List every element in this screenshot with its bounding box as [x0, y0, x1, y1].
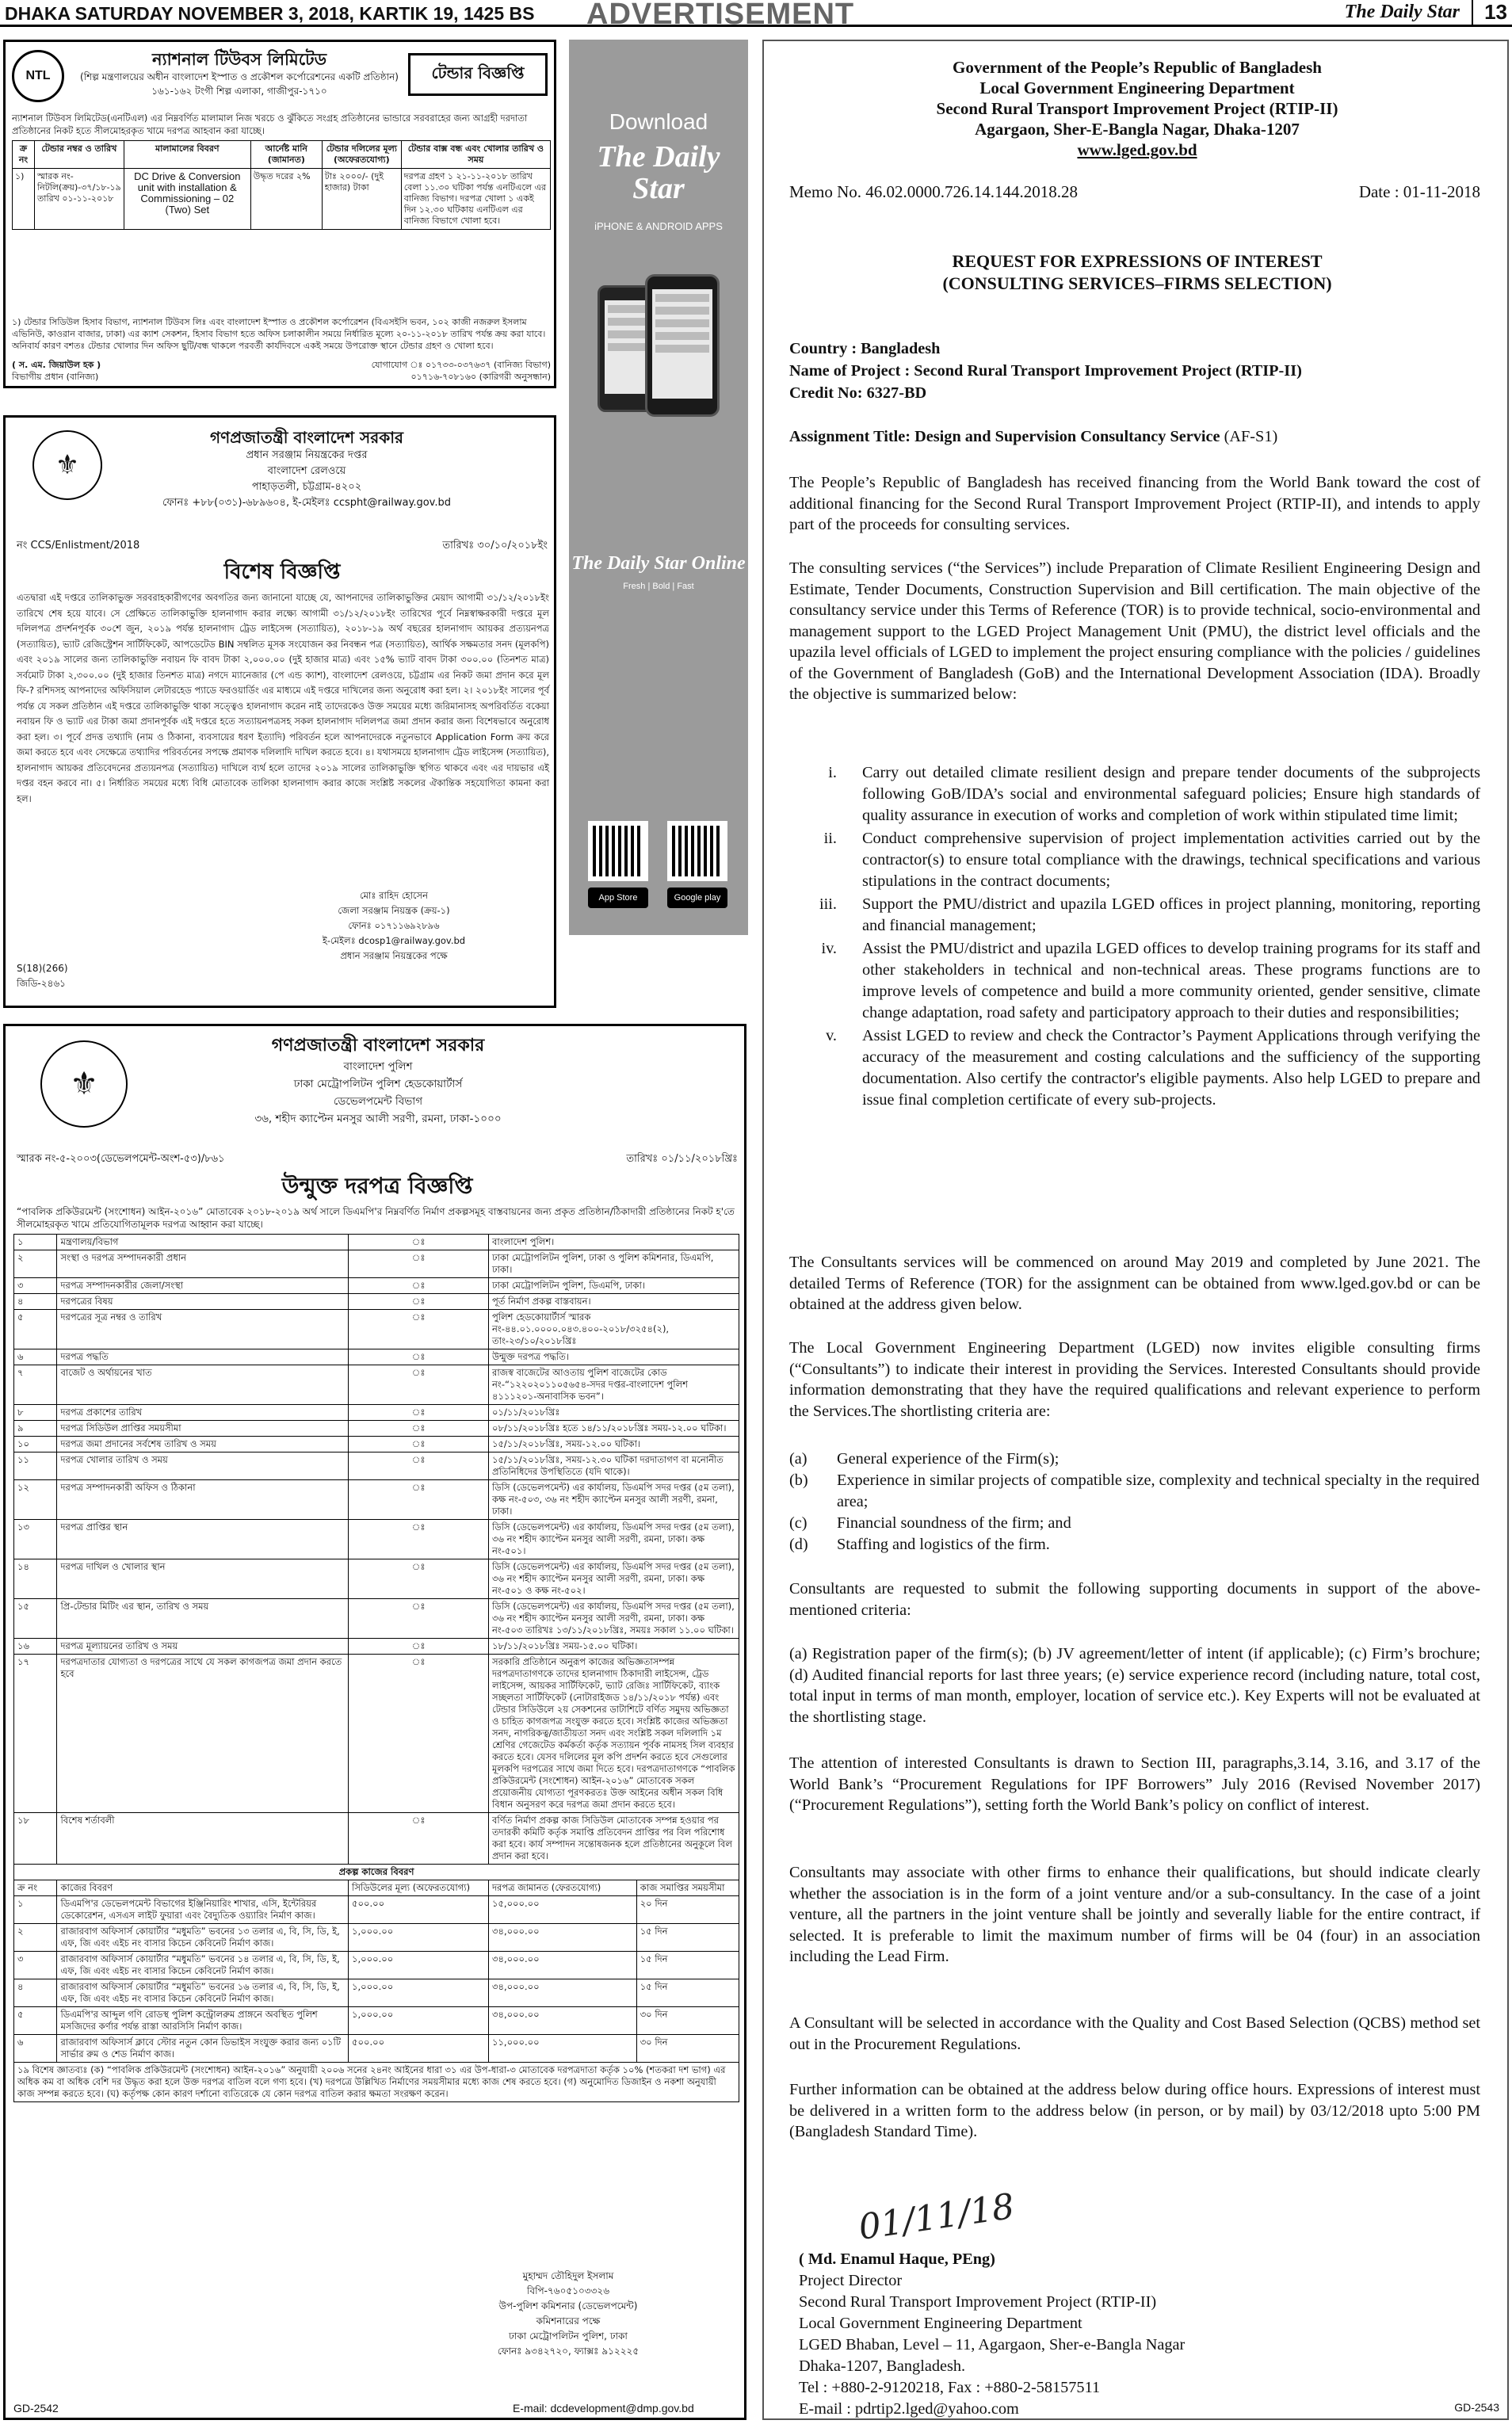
- dmp-tender-ad: [3, 1024, 746, 2420]
- ntl-contact: যোগাযোগ ঃ ০১৭৩৩-০৩৭৬৩৭ (বানিজ্য বিভাগ): [371, 360, 551, 370]
- railway-sig-phone: ফোনঃ ০১৭১১৬৯২৮৯৬: [348, 920, 440, 931]
- lged-assignment-title: Assignment Title: Design and Supervision Consultancy Service: [789, 428, 1220, 445]
- police-seal-icon: ⚜: [40, 1040, 128, 1128]
- list-item: [789, 1025, 1480, 1111]
- table-cell: ১): [13, 169, 35, 230]
- lged-rfe-title-1: REQUEST FOR EXPRESSIONS OF INTEREST: [952, 251, 1323, 271]
- table-cell: দরপত্র প্রকাশের তারিখ: [57, 1405, 349, 1421]
- table-cell: দরপত্র মূল্যায়নের তারিখ ও সময়: [57, 1639, 349, 1655]
- list-item: [789, 894, 1480, 937]
- table-cell: ৫০০.০০: [349, 1896, 489, 1924]
- lged-para-9: A Consultant will be selected in accordance with the Quality and Cost Based Selection (QCBS) method set out in the Procurement Regulations.: [789, 2014, 1480, 2053]
- table-cell: দরপত্রের সূত্র নম্বর ও তারিখ: [57, 1310, 349, 1349]
- table-cell: ঃ: [349, 1480, 489, 1520]
- lged-assignment: [789, 426, 1480, 448]
- table-cell: ডিসি (ডেভেলপমেন্ট) এর কার্যালয়, ডিএমপি সদর দপ্তর (৫ম তলা), ৩৬ নং শহীদ ক্যাপ্টেন মনসুর আলী সরণী, রমনা, ঢাকা। কক্ষ নং-৫০১।: [489, 1520, 739, 1559]
- lged-govt: Government of the People’s Republic of Bangladesh: [953, 58, 1322, 77]
- list-item: [789, 762, 1480, 826]
- list-text: Support the PMU/district and upazila LGED offices in project planning, monitoring, reporting and financial management;: [862, 895, 1480, 934]
- promo-online: The Daily Star Online: [571, 553, 746, 574]
- promo-tagline: Fresh | Bold | Fast: [623, 582, 694, 591]
- table-cell: ১৭: [14, 1655, 57, 1813]
- table-row: [14, 1278, 739, 1294]
- pd-line: Tel : +880-2-9120218, Fax : +880-2-58157511: [799, 2379, 1101, 2396]
- list-item: [789, 1534, 1480, 1556]
- list-text: Experience in similar projects of compatible size, complexity and technical specialty in the required area;: [837, 1472, 1480, 1510]
- lged-meta: [789, 338, 1480, 404]
- table-cell: ৪: [14, 1979, 57, 2007]
- dmp-table: [13, 1234, 739, 2102]
- signature-mark: 01/11/18: [856, 2185, 1018, 2248]
- railway-notice-ad: [3, 415, 556, 1008]
- lged-dept: Local Government Engineering Department: [979, 78, 1295, 97]
- table-cell: ডিএমপি'র আব্দুল গণি রোডস্থ পুলিশ কন্ট্রোলরুম প্রাঙ্গনে অবস্থিত পুলিশ মসজিদের কর্ণার পর্যন্ত রাস্তা আরসিসি নির্মাণ কাজ।: [57, 2007, 349, 2035]
- ntl-notes: ১) টেন্ডার সিডিউল হিসাব বিভাগ, ন্যাশনাল টিউবস লিঃ এবং বাংলাদেশ ইস্পাত ও প্রকৌশল কর্পোরেশন (বিএসইসি ভবন, ১০২ কাজী নজরুল ইসলাম এভিনিউ, কাওরান বাজার, ঢাকা) এর ক্যাশ সেকশন, হিসাব বিভাগ হতে অফিস চলাকালীন সময়ে নির্ধারিত মূল্যে ২০-১১-২০১৮ তারিখ পর্যন্ত ক্রয় করা যাবে। অনিবার্য কারণ বশতঃ টেন্ডার খোলার দিন অফিস ছুটি/বন্ধ থাকলে পরবর্তী কার্যদিবসে একই সময়ে উপরোক্ত স্থানে টেন্ডার গ্রহণ ও খোলা হবে।: [12, 317, 546, 351]
- dmp-org: বাংলাদেশ পুলিশ: [343, 1060, 413, 1073]
- lged-website-link[interactable]: www.lged.gov.bd: [1077, 140, 1197, 159]
- lged-assignment-code: (AF-S1): [1224, 428, 1278, 445]
- promo-apps: iPHONE & ANDROID APPS: [594, 220, 723, 232]
- table-cell: ডিসি (ডেভেলপমেন্ট) এর কার্যালয়, ডিএমপি সদর দপ্তর (৫ম তলা), কক্ষ নং-৫০৩, ৩৬ নং শহীদ ক্যাপ্টেন মনসুর আলী সরণী, রমনা, ঢাকা।: [489, 1480, 739, 1520]
- railway-title: বিশেষ বিজ্ঞপ্তি: [223, 560, 341, 584]
- table-cell: দরপত্র সম্পাদনকারী অফিস ও ঠিকানা: [57, 1480, 349, 1520]
- dmp-intro: “পাবলিক প্রকিউরমেন্ট (সংশোধন) আইন-২০১৬” মোতাবেক ২০১৮-২০১৯ অর্থ সালে ডিএমপি'র নিম্নবর্ণিত নির্মাণ প্রকল্পসমূহ বাস্তবায়নের জন্য প্রকৃত প্রতিষ্ঠান/ঠিকাদারী প্রতিষ্ঠানের নিকট হ'তে সীলমোহরকৃত খামে প্রতিযোগিতামূলক দরপত্র আহ্বান করা যাচ্ছে।: [17, 1206, 735, 1230]
- ntl-intro: ন্যাশনাল টিউবস লিমিটেড(এনটিএল) এর নিম্নবর্ণিত মালামাল নিজ খরচে ও ঝুঁকিতে সংগ্রহ প্রতিষ্ঠানের ভান্ডারে সরবরাহের জন্য আগ্রহী দরদাতা প্রতিষ্ঠানের নিকট হতে সীলমোহরকৃত খামে দরপত্র আহবান করা যাচ্ছে।: [12, 113, 528, 136]
- list-number: iii.: [819, 895, 837, 913]
- table-cell: ঃ: [349, 1421, 489, 1437]
- table-cell: ডিএমপি'র ডেভেলপমেন্ট বিভাগের ইঞ্জিনিয়ারিং শাখার, এসি, ইন্টেরিয়র ডেকোরেশন, এসএস লাইট ফুয়ারা এবং বৈদ্যুতিক ওয়্যারিং নির্মাণ কাজ।: [57, 1896, 349, 1924]
- railway-code: S(18)(266): [17, 963, 68, 974]
- table-row: [14, 1365, 739, 1405]
- table-row: [14, 1655, 739, 1813]
- railway-org: বাংলাদেশ রেলওয়ে: [267, 465, 346, 477]
- table-cell: ১,০০০.০০: [349, 2007, 489, 2035]
- table-row: [14, 1896, 739, 1924]
- table-cell: ঃ: [349, 1405, 489, 1421]
- table-cell: বাজেট ও অর্থায়নের খাত: [57, 1365, 349, 1405]
- table-cell: ৩: [14, 1952, 57, 1979]
- table-cell: ১৮: [14, 1813, 57, 1865]
- table-cell: ১,০০০.০০: [349, 1924, 489, 1952]
- table-cell: ১৬: [14, 1639, 57, 1655]
- pd-line: ( Md. Enamul Haque, PEng): [799, 2250, 995, 2268]
- table-cell: ৬: [14, 2035, 57, 2063]
- table-cell: উদ্ধৃত দরের ২%: [250, 169, 322, 230]
- table-cell: ১৫ দিন: [636, 1952, 739, 1979]
- table-cell: ডিসি (ডেভেলপমেন্ট) এর কার্যালয়, ডিএমপি সদর দপ্তর (৫ম তলা), ৩৬ নং শহীদ ক্যাপ্টেন মনসুর আলী সরণী, রমনা, ঢাকা। কক্ষ নং-৫০১ ও কক্ষ নং-৫০২।: [489, 1559, 739, 1599]
- pd-line: LGED Bhaban, Level – 11, Agargaon, Sher-e-Bangla Nagar: [799, 2336, 1186, 2353]
- railway-govt-name: গণপ্রজাতন্ত্রী বাংলাদেশ সরকার: [210, 428, 403, 447]
- table-row: [14, 1979, 739, 2007]
- ntl-col-header: আর্নেষ্ট মানি (জামানত): [250, 141, 322, 169]
- phone-icon: [645, 274, 720, 417]
- list-item: [789, 828, 1480, 892]
- table-cell: ঃ: [349, 1813, 489, 1865]
- table-cell: দরপত্রদাতার যোগ্যতা ও দরপত্রের সাথে যে সকল কাগজপত্র জমা প্রদান করতে হবে: [57, 1655, 349, 1813]
- table-cell: ১৫ দিন: [636, 1924, 739, 1952]
- ntl-table: [12, 140, 551, 230]
- table-row: [14, 1250, 739, 1278]
- dmp-sig-phone: ফোনঃ ৯৩৪২৭২০, ফ্যাক্সঃ ৯১২২২৫: [497, 2346, 640, 2357]
- ntl-contact-2: ০১৭১৬-৭০৮১৬০ (কারিগরী অনুসন্ধান): [410, 372, 551, 382]
- dmp-note-19: ১৯ বিশেষ জ্ঞাতব্যঃ (ক) “পাবলিক প্রকিউরমেন্ট (সংশোধন) আইন-২০১৬” অনুযায়ী ২০০৬ সনের ২৪নং আইনের ধারা ৩১ এর উপ-ধারা-৩ মোতাবেক দরপত্রদাতা কর্তৃক ১০% (শতকরা দশ ভাগ) এর অধিক কম বা অধিক বেশি দর উদ্ধৃত করা হলে উক্ত দরপত্র বাতিল বলে গণ্য হবে। (খ) দরপত্রে উল্লিখিত নির্মাণের সময়সীমার মধ্যে কাজ শেষ করতে হবে। (গ) অনুমোদিত ডিজাইন ও নকশা অনুযায়ী কাজ সম্পন্ন করতে হবে। (ঘ) কর্তৃপক্ষ কোন কারণ দর্শানো ব্যতিরেকে যে কোন দরপত্র বাতিল করার ক্ষমতা সংরক্ষণ করেন।: [14, 2063, 739, 2102]
- table-cell: বর্ণিত নির্মাণ প্রকল্প কাজ সিডিউল মোতাবেক সম্পন্ন হওয়ার পর তদারকী কমিটি কর্তৃক সমাপ্তি প্রতিবেদন প্রাপ্তির পর বিল পরিশোধ করা হবে। কার্য সম্পাদন সন্তোষজনক হলে প্রতিষ্ঠানের অনুকূলে বিল প্রদান করা হবে।: [489, 1813, 739, 1865]
- dmp-hq: ঢাকা মেট্রোপলিটন পুলিশ হেডকোয়ার্টার্স: [293, 1078, 463, 1090]
- table-cell: ১৫: [14, 1599, 57, 1639]
- railway-memo-line: [17, 538, 548, 555]
- table-cell: ঃ: [349, 1365, 489, 1405]
- table-cell: মন্ত্রণালয়/বিভাগ: [57, 1235, 349, 1250]
- dmp-memo: স্মারক নং-৫-২০০৩(ডেভেলপমেন্ট-অংশ-৫৩)/৮৬১: [17, 1153, 225, 1165]
- table-cell: ঢাকা মেট্রোপলিটন পুলিশ, ডিএমপি, ঢাকা।: [489, 1278, 739, 1294]
- railway-address: পাহাড়তলী, চট্টগ্রাম-৪২০২: [251, 481, 362, 493]
- table-cell: ঢাকা মেট্রোপলিটন পুলিশ, ঢাকা ও পুলিশ কমিশনার, ডিএমপি, ঢাকা।: [489, 1250, 739, 1278]
- pd-line: Local Government Engineering Department: [799, 2315, 1082, 2332]
- table-row: [14, 2007, 739, 2035]
- list-item: [789, 1449, 1480, 1470]
- work-col-header: কাজের বিবরণ: [57, 1880, 349, 1896]
- list-number: iv.: [821, 940, 837, 957]
- table-cell: ১৫ দিন: [636, 1979, 739, 2007]
- table-cell: দরপত্র প্রাপ্তির স্থান: [57, 1520, 349, 1559]
- table-cell: দরপত্র জমা প্রদানের সর্বশেষ তারিখ ও সময়: [57, 1437, 349, 1452]
- table-cell: ৩৪,০০০.০০: [489, 2007, 637, 2035]
- dmp-govt-name: গণপ্রজাতন্ত্রী বাংলাদেশ সরকার: [271, 1036, 485, 1055]
- table-cell: ২০ দিন: [636, 1896, 739, 1924]
- railway-contact: ফোনঃ +৮৮(০৩১)-৬৮৯৬০৪, ই-মেইলঃ ccspht@railway.gov.bd: [162, 497, 451, 509]
- table-cell: ২: [14, 1250, 57, 1278]
- list-number: (c): [789, 1514, 808, 1532]
- table-row: [14, 1349, 739, 1365]
- dateline: DHAKA SATURDAY NOVEMBER 3, 2018, KARTIK 19, 1425 BS: [5, 3, 535, 24]
- lged-para-10: Further information can be obtained at the address below during office hours. Expressions of interest must be delivered in a written form to the address below (in person, or by mail) by 03/12/2018 upto 5:00 PM (Bangladesh Standard Time).: [789, 2081, 1480, 2140]
- lged-memo: Memo No. 46.02.0000.726.14.144.2018.28: [789, 182, 1078, 201]
- ntl-col-header: ক্র নং: [13, 141, 35, 169]
- table-row: [14, 1437, 739, 1452]
- table-cell: দরপত্র সম্পাদনকারীর জেলা/সংস্থা: [57, 1278, 349, 1294]
- table-cell: ০৮/১১/২০১৮খ্রিঃ হতে ১৪/১১/২০১৮খ্রিঃ সময়-১২.০০ ঘটিকা।: [489, 1421, 739, 1437]
- dmp-dept: ডেভেলপমেন্ট বিভাগ: [333, 1095, 423, 1108]
- table-cell: ১৩: [14, 1520, 57, 1559]
- dmp-memo-line: [17, 1151, 738, 1168]
- railway-footer: [17, 961, 68, 991]
- ntl-col-header: টেন্ডার বাক্স বন্ধ এবং খোলার তারিখ ও সময়: [401, 141, 550, 169]
- table-cell: ৩৪,০০০.০০: [489, 1979, 637, 2007]
- table-cell: ৩: [14, 1278, 57, 1294]
- table-cell: টাঃ ২০০০/- (দুই হাজার) টাকা: [322, 169, 401, 230]
- list-number: (a): [789, 1450, 808, 1468]
- work-col-header: কাজ সমাপ্তির সময়সীমা: [636, 1880, 739, 1896]
- railway-sig-email: ই-মেইলঃ dcosp1@railway.gov.bd: [322, 935, 466, 946]
- table-cell: উন্মুক্ত দরপত্র পদ্ধতি।: [489, 1349, 739, 1365]
- lged-gd: GD-2543: [1454, 2401, 1499, 2414]
- list-item: [789, 938, 1480, 1024]
- table-cell: ৬: [14, 1349, 57, 1365]
- railway-dept: প্রধান সরঞ্জাম নিয়ন্ত্রকের দপ্তর: [246, 449, 368, 461]
- table-cell: রাজস্ব বাজেটের আওতায় পুলিশ বাজেটের কোড নং-“১২২০২০১১০৫৬৫৪-সদর দপ্তর-বাংলাদেশ পুলিশ ৪১১১২০১-অনাবাসিক ভবন”।: [489, 1365, 739, 1405]
- railway-signature: [243, 888, 544, 964]
- table-cell: ঃ: [349, 1278, 489, 1294]
- ntl-sig-name: ( স. এম. জিয়াউল হক ): [12, 360, 101, 370]
- railway-header: [109, 427, 505, 511]
- table-row: [14, 1480, 739, 1520]
- lged-para-3: The Consultants services will be commenced on around May 2019 and completed by June 2021. The detailed Terms of Reference (TOR) for the assignment can be obtained from www.lged.gov.bd or can be obtained at the address given below.: [789, 1254, 1480, 1313]
- table-cell: ঃ: [349, 1310, 489, 1349]
- lged-criteria: [789, 1449, 1480, 1556]
- govt-seal-icon: ⚜: [32, 430, 102, 500]
- list-text: Financial soundness of the firm; and: [837, 1514, 1071, 1532]
- lged-header: [764, 57, 1509, 160]
- table-cell: ৩০ দিন: [636, 2035, 739, 2063]
- table-cell: ১: [14, 1896, 57, 1924]
- table-cell: ০১/১১/২০১৮খ্রিঃ: [489, 1405, 739, 1421]
- table-row: [14, 1310, 739, 1349]
- table-cell: ঃ: [349, 1452, 489, 1480]
- table-cell: প্রি-টেন্ডার মিটিং এর স্থান, তারিখ ও সময়: [57, 1599, 349, 1639]
- table-cell: ১৮/১১/২০১৮খ্রিঃ সময়-১৫.০০ ঘটিকা।: [489, 1639, 739, 1655]
- table-cell: পূর্ত নির্মাণ প্রকল্প বাস্তবায়ন।: [489, 1294, 739, 1310]
- table-cell: দরপত্র দাখিল ও খোলার স্থান: [57, 1559, 349, 1599]
- lged-objectives: [789, 762, 1480, 1113]
- ntl-sig-title: বিভাগীয় প্রধান (বানিজ্য): [12, 372, 99, 382]
- table-row: [14, 1559, 739, 1599]
- promo-download: Download: [609, 109, 708, 134]
- list-number: i.: [828, 764, 837, 781]
- table-cell: ৫০০.০০: [349, 2035, 489, 2063]
- table-cell: দরপত্র গ্রহণ ১ ২১-১১-২০১৮ তারিখ বেলা ১১.৩০ ঘটিকা পর্যন্ত এনটিএলে এর বানিজ্য বিভাগ। দরপত্র খোলা ১ একই দিন ১২.৩০ ঘটিকায় এনটিএল এর বানিজ্য বিভাগে খোলা হবে।: [401, 169, 550, 230]
- list-item: [789, 1470, 1480, 1513]
- table-cell: ঃ: [349, 1559, 489, 1599]
- table-row: [14, 1452, 739, 1480]
- railway-gd: জিডি-২৪৬১: [17, 978, 66, 989]
- table-cell: রাজারবাগ অফিসার্স ক্লাবে স্টোর নতুন কোন ডিভাইস সংযুক্ত করার জন্য ০১টি সার্ভার রুম ও শেড নির্মাণ কাজ।: [57, 2035, 349, 2063]
- table-row: [14, 1294, 739, 1310]
- railway-sig-title: জেলা সরঞ্জাম নিয়ন্ত্রক (ক্রয়-১): [338, 905, 450, 916]
- ntl-subtitle: (শিল্প মন্ত্রণালয়ের অধীন বাংলাদেশ ইস্পাত ও প্রকৌশল কর্পোরেশনের একটি প্রতিষ্ঠান): [80, 71, 399, 82]
- lged-project-director: [799, 2249, 1185, 2420]
- table-row: [14, 1952, 739, 1979]
- list-text: Assist LGED to review and check the Contractor’s Payment Applications through verifying the accuracy of the measurement and costing calculations and the sufficiency of the supporting documentation. Also certify the contractor's eligible payments. Also help LGED to prepare and issue final completion certificate of every sub-projects.: [862, 1027, 1480, 1109]
- ntl-signature: [12, 359, 551, 383]
- table-row: [14, 1421, 739, 1437]
- table-row: [14, 2035, 739, 2063]
- table-cell: ঃ: [349, 1599, 489, 1639]
- table-row: [14, 1924, 739, 1952]
- dmp-sig-behalf: কমিশনারের পক্ষে: [536, 2315, 601, 2327]
- table-cell: ঃ: [349, 1235, 489, 1250]
- table-cell: রাজারবাগ অফিসার্স কোয়ার্টার “মধুমতি” ভবনের ১৬ তলার এ, বি, সি, ডি, ই, এফ, জি এবং এইচ নং বাসার কিচেন কেবিনেট নির্মাণ কাজ।: [57, 1979, 349, 2007]
- table-cell: ১৫/১১/২০১৮খ্রিঃ, সময়-১২.৩০ ঘটিকা দরদাতাগণ বা মনোনীত প্রতিনিধিদের উপস্থিতিতে (যদি থাকে)।: [489, 1452, 739, 1480]
- table-cell: DC Drive & Conversion unit with installation & Commissioning – 02 (Two) Set: [124, 169, 250, 230]
- lged-date: Date : 01-11-2018: [1358, 182, 1480, 201]
- table-cell: ঃ: [349, 1655, 489, 1813]
- list-number: v.: [826, 1027, 837, 1044]
- table-cell: ৩৪,০০০.০০: [489, 1952, 637, 1979]
- list-item: [789, 1513, 1480, 1534]
- lged-para-4: The Local Government Engineering Department (LGED) now invites eligible consulting firms (“Consultants”) to indicate their interest in providing the Services. Interested Consultants should provide information demonstrating that they have the required qualifications and relevant experience to perform the Services.The shortlisting criteria are:: [789, 1339, 1480, 1420]
- dmp-sig-title: উপ-পুলিশ কমিশনার (ডেভেলপমেন্ট): [498, 2300, 638, 2311]
- promo-brand: The Daily Star: [597, 140, 720, 205]
- lged-para-8: Consultants may associate with other firms to enhance their qualifications, but should indicate clearly whether the association is in the form of a joint venture and/or a sub-consultancy. In the case of a joint venture, all the partners in the joint venture shall be jointly and severally liable for the entire contract, if selected. It is preferable to limit the maximum number of firms will be 04 (four) in an association including the Lead Firm.: [789, 1864, 1480, 1965]
- dmp-gd: GD-2542: [13, 2402, 59, 2414]
- table-cell: স্মারক নং-নিটলি(ক্রয়)-৩৭/১৮-১৯ তারিখ ০১-১১-২০১৮: [35, 169, 124, 230]
- railway-date: তারিখঃ ৩০/১০/২০১৮ইং: [442, 540, 548, 552]
- dmp-email: E-mail: dcdevelopment@dmp.gov.bd: [513, 2402, 694, 2414]
- dmp-signature: [402, 2269, 735, 2359]
- table-cell: ঃ: [349, 1250, 489, 1278]
- table-cell: ঃ: [349, 1520, 489, 1559]
- work-col-header: সিডিউলের মূল্য (অফেরতযোগ্য): [349, 1880, 489, 1896]
- table-cell: ১৫,০০০.০০: [489, 1896, 637, 1924]
- table-cell: বাংলাদেশ পুলিশ।: [489, 1235, 739, 1250]
- lged-rfe-title: [764, 250, 1509, 295]
- table-cell: সরকারি প্রতিষ্ঠানে অনুরূপ কাজের অভিজ্ঞতাসম্পন্ন দরপত্রদাতাগণকে তাদের হালনাগাদ ঠিকাদারী লাইসেন্স, ট্রেড লাইসেন্স, আয়কর সার্টিফিকেট, ভ্যাট রেজিঃ সার্টিফিকেট, ব্যাংক সচ্ছলতা সার্টিফিকেট (নোটারাইজড ১৪/১১/২০১৮ পর্যন্ত) এবং টেন্ডার সিডিউলে ২য় সেকশনের ডাটাশিটে বর্ণিত সমুদয় অভিজ্ঞতা ও চাহিত কাগজপত্র সংযুক্ত করতে হবে। সংশ্লিষ্ট কাজের অভিজ্ঞতা সনদ, নাগরিকত্ব/জাতীয়তা সনদ এবং সংশ্লিষ্ট সকল দলিলাদি ১ম শ্রেণির গেজেটেড কর্মকর্তা কর্তৃক সত্যায়ন পূর্বক নামসহ সিল ব্যবহার করতে হবে। যেসব দলিলের মূল কপি প্রদর্শন করতে হবে সেগুলোর মূলকপি দরপত্রের সাথে জমা দিতে হবে। দরপত্রদাতাগণকে “পাবলিক প্রকিউরমেন্ট (সংশোধন) আইন-২০১৬” মোতাবেক সকল প্রয়োজনীয় যোগ্যতা পূরণকরতঃ উক্ত আইনের অধীন সকল বিধি বিধান অনুসরণ করে দরপত্র জমা প্রদান করতে হবে।: [489, 1655, 739, 1813]
- table-cell: ১: [14, 1235, 57, 1250]
- table-cell: ১০: [14, 1437, 57, 1452]
- lged-country: Country : Bangladesh: [789, 340, 941, 357]
- list-text: General experience of the Firm(s);: [837, 1450, 1060, 1468]
- dmp-sig-name: মুহাম্মদ তৌহিদুল ইসলাম: [522, 2270, 614, 2281]
- table-row: [14, 1599, 739, 1639]
- table-cell: ২: [14, 1924, 57, 1952]
- qr-code-icon[interactable]: [588, 821, 648, 881]
- dmp-title: উন্মুক্ত দরপত্র বিজ্ঞপ্তি: [281, 1173, 473, 1199]
- lged-eoi-ad: [762, 40, 1509, 2420]
- railway-sig-name: মোঃ রাহিদ হোসেন: [360, 890, 428, 901]
- dmp-sig-bp: বিপি-৭৬০৫১০৩৩২৬: [526, 2285, 609, 2296]
- dmp-date: তারিখঃ ০১/১১/২০১৮খ্রিঃ: [626, 1153, 738, 1165]
- pd-line: Dhaka-1207, Bangladesh.: [799, 2357, 966, 2375]
- table-cell: ৩৪,০০০.০০: [489, 1924, 637, 1952]
- table-cell: ঃ: [349, 1349, 489, 1365]
- table-cell: দরপত্র সিডিউল প্রাপ্তির সময়সীমা: [57, 1421, 349, 1437]
- list-text: Conduct comprehensive supervision of project implementation activities carried out by the contractor(s) to ensure total compliance with the drawings, technical specifications and various stipulations in the contract documents;: [862, 830, 1480, 890]
- table-cell: ১৫/১১/২০১৮খ্রিঃ, সময়-১২.০০ ঘটিকা।: [489, 1437, 739, 1452]
- table-cell: ঃ: [349, 1294, 489, 1310]
- list-number: (d): [789, 1536, 808, 1553]
- lged-email-link[interactable]: E-mail : pdrtip2.lged@yahoo.com: [799, 2400, 1019, 2418]
- lged-para-7: The attention of interested Consultants is drawn to Section III, paragraphs,3.14, 3.16, and 3.17 of the World Bank’s “Procurement Regulations for IPF Borrowers” July 2016 (Revised November 2017) (“Procurement Regulations”), setting forth the World Bank’s policy on conflict of interest.: [789, 1754, 1480, 1814]
- brand-logo: The Daily Star: [1344, 2, 1460, 22]
- ntl-tender-ad: [3, 40, 556, 388]
- table-cell: ডিসি (ডেভেলপমেন্ট) এর কার্যালয়, ডিএমপি সদর দপ্তর (৫ম তলা), ৩৬ নং শহীদ ক্যাপ্টেন মনসুর আলী সরণী, রমনা, ঢাকা। কক্ষ নং-৫০৩ তারিখঃ ১৩/১১/২০১৮খ্রিঃ, সময়ঃ সকাল ১১.০০ ঘটিকা।: [489, 1599, 739, 1639]
- lged-para-1: The People’s Republic of Bangladesh has received financing from the World Bank toward the cost of additional financing for the Second Rural Transport Improvement Project (RTIP-II), and intends to apply part of the proceeds for consulting services.: [789, 474, 1480, 533]
- table-cell: রাজারবাগ অফিসার্স কোয়ার্টার “মধুমতি” ভবনের ১৪ তলার এ, বি, সি, ডি, ই, এফ, জি এবং এইচ নং বাসার কিচেন কেবিনেট নির্মাণ কাজ।: [57, 1952, 349, 1979]
- table-cell: ৭: [14, 1365, 57, 1405]
- dmp-header: [140, 1034, 616, 1128]
- list-number: (b): [789, 1472, 808, 1489]
- railway-memo: নং CCS/Enlistment/2018: [17, 540, 140, 552]
- google-play-button[interactable]: Google play: [667, 888, 727, 908]
- table-cell: ১২: [14, 1480, 57, 1520]
- lged-para-6: (a) Registration paper of the firm(s); (b) JV agreement/letter of intent (if applicable); (c) Firm’s brochure; (d) Audited financial reports for last three years; (e) service experience record (including nature, total cost, total input in terms of man month, employer, location of service etc.). Key Experts will not be evaluated at the shortlisting stage.: [789, 1645, 1480, 1726]
- list-number: ii.: [823, 830, 837, 847]
- table-cell: দরপত্র খোলার তারিখ ও সময়: [57, 1452, 349, 1480]
- table-cell: ১,০০০.০০: [349, 1952, 489, 1979]
- table-cell: ৫: [14, 1310, 57, 1349]
- lged-para-2: The consulting services (“the Services”) include Preparation of Climate Resilient Engineering Design and Estimate, Tender Documents, Construction Supervision and Bill certification. The main objective of the consultancy service under this Terms of Reference (TOR) is to provide technical, socio-environmental and management support to the LGED Project Management Unit (PMU), the district level officials and the upazila level officials of LGED to implement the project ensuring compliance with the policies / guidelines of the Government of Bangladesh (GoB) and the International Development Association (IDA). Broadly the objective is summarized below:: [789, 559, 1480, 703]
- table-cell: সংস্থা ও দরপত্র সম্পাদনকারী প্রধান: [57, 1250, 349, 1278]
- table-row: [14, 1520, 739, 1559]
- table-cell: ঃ: [349, 1437, 489, 1452]
- lged-memo-line: [789, 182, 1480, 202]
- table-cell: বিশেষ শর্তাবলী: [57, 1813, 349, 1865]
- lged-para-5: Consultants are requested to submit the following supporting documents in support of the above-mentioned criteria:: [789, 1580, 1480, 1619]
- ntl-logo: NTL: [12, 50, 64, 102]
- section-label: ADVERTISEMENT: [586, 0, 855, 31]
- list-text: Staffing and logistics of the firm.: [837, 1536, 1050, 1553]
- table-cell: দরপত্র পদ্ধতি: [57, 1349, 349, 1365]
- table-row: [13, 169, 551, 230]
- daily-star-app-promo[interactable]: [569, 40, 748, 935]
- table-cell: ৪: [14, 1294, 57, 1310]
- work-col-header: দরপত্র জামানত (ফেরতযোগ্য): [489, 1880, 637, 1896]
- dmp-address: ৩৬, শহীদ ক্যাপ্টেন মনসুর আলী সরণী, রমনা, ঢাকা-১০০০: [254, 1113, 502, 1125]
- table-cell: রাজারবাগ অফিসার্স কোয়ার্টার “মধুমতি” ভবনের ১৩ তলার এ, বি, সি, ডি, ই, এফ, জি এবং এইচ নং বাসার কিচেন কেবিনেট নির্মাণ কাজ।: [57, 1924, 349, 1952]
- lged-project-name: Name of Project : Second Rural Transport Improvement Project (RTIP-II): [789, 362, 1302, 380]
- table-cell: ৮: [14, 1405, 57, 1421]
- lged-project: Second Rural Transport Improvement Project (RTIP-II): [936, 99, 1338, 118]
- ntl-col-header: মালামালের বিবরণ: [124, 141, 250, 169]
- table-cell: ১,০০০.০০: [349, 1979, 489, 2007]
- table-cell: ১৪: [14, 1559, 57, 1599]
- table-row: [14, 1405, 739, 1421]
- pd-line: Project Director: [799, 2272, 903, 2289]
- list-text: Assist the PMU/district and upazila LGED offices to develop training programs for its staff and other stakeholders in technical and non-technical areas. These programs functions are to improve levels of competence and build a more community oriented, gender sensitive, climate change adaptation, road safety and participatory approach to their duties and responsibilities;: [862, 940, 1480, 1021]
- table-row: [14, 1813, 739, 1865]
- list-text: Carry out detailed climate resilient design and prepare tender documents of the subprojects following GoB/IDA’s social and environmental safeguard policies; Ensure high standards of quality assurance in execution of works and completion of work within stipulated time limit;: [862, 764, 1480, 824]
- ntl-tender-badge: টেন্ডার বিজ্ঞপ্তি: [408, 53, 548, 96]
- table-cell: ঃ: [349, 1639, 489, 1655]
- lged-credit: Credit No: 6327-BD: [789, 384, 927, 402]
- table-cell: দরপত্রের বিষয়: [57, 1294, 349, 1310]
- work-col-header: ক্র নং: [14, 1880, 57, 1896]
- table-cell: ১১: [14, 1452, 57, 1480]
- lged-address: Agargaon, Sher-E-Bangla Nagar, Dhaka-1207: [975, 120, 1300, 139]
- lged-rfe-title-2: (CONSULTING SERVICES–FIRMS SELECTION): [942, 273, 1332, 293]
- pd-line: Second Rural Transport Improvement Project (RTIP-II): [799, 2293, 1157, 2311]
- table-row: [14, 1235, 739, 1250]
- table-cell: ৫: [14, 2007, 57, 2035]
- railway-sig-behalf: প্রধান সরঞ্জাম নিয়ন্ত্রকের পক্ষে: [340, 950, 448, 961]
- app-store-button[interactable]: App Store: [588, 888, 648, 908]
- ntl-col-header: টেন্ডার নম্বর ও তারিখ: [35, 141, 124, 169]
- table-cell: ৩০ দিন: [636, 2007, 739, 2035]
- table-cell: ১১,০০০.০০: [489, 2035, 637, 2063]
- masthead: [0, 0, 1512, 31]
- work-caption: প্রকল্প কাজের বিবরণ: [14, 1865, 739, 1880]
- table-cell: ৯: [14, 1421, 57, 1437]
- table-cell: পুলিশ হেডকোয়ার্টার্স স্মারক নং-৪৪.০১.০০০০.০৪৩.৪০০-২০১৮/৩২৫৪(২), তাং-২৩/১০/২০১৮খ্রিঃ: [489, 1310, 739, 1349]
- ntl-name: ন্যাশনাল টিউবস লিমিটেড: [151, 50, 327, 69]
- page-number: 13: [1472, 0, 1507, 25]
- qr-code-icon[interactable]: [667, 821, 727, 881]
- dmp-sig-org: ঢাকা মেট্রোপলিটন পুলিশ, ঢাকা: [509, 2330, 628, 2342]
- railway-body: এতদ্বারা এই দপ্তরে তালিকাভুক্ত সরবরাহকারীগণের অবগতির জন্য জানানো যাচ্ছে যে, আপনাদের তালিকাভুক্তির মেয়াদ আগামী ৩১/১২/২০১৮ইং তারিখে শেষ হয়ে যাবে। সে প্রেক্ষিতে তালিকাভুক্তি হালনাগাদ করার লক্ষ্যে আগামী ৩১/১২/২০১৮ইং তারিখের পূর্বে নিম্নস্বাক্ষরকারী দপ্তরে মূল দলিলপত্র প্রদর্শনপূর্বক ৩০শে জুন, ২০১৯ পর্যন্ত হালনাগাদ ট্রেড লাইসেন্স (সত্যায়িত), ২০১৮-১৯ অর্থ বছরের হালনাগাদ আয়কর প্রত্যয়নপত্র (সত্যায়িত), ভ্যাট রেজিস্ট্রেশন সার্টিফিকেট, আপডেটেড BIN সম্বলিত মূসক সংযোজন কর নিবন্ধন পত্র (সত্যায়িত), আর্থিক সক্ষমতার সনদ (মূলকপি) এবং ২০১৯ সালের জন্য তালিকাভুক্তি নবায়ন ফি বাবদ টাকা ২,০০০.০০ (দুই হাজার মাত্র) এবং ১৫% ভ্যাট বাবদ টাকা ৩০০.০০ (তিনশত মাত্র) সর্বমোট টাকা ২,৩০০.০০ (দুই হাজার তিনশত মাত্র) নগদে ম্যানেজার (পে এন্ড ক্যাশ), বাংলাদেশ রেলওয়ে, চট্টগ্রাম এর নিকট জমা প্রদান করে মূল ফি-? রশিদসহ আপনাদের অফিসিয়াল লেটারহেড প্যাডে ফরওয়ার্ডিং এর মাধ্যমে এই দপ্তরে দাখিলের জন্য অনুরোধ করা হল। ২। ২০১৮ইং সালের পূর্ব পর্যন্ত যে সকল প্রতিষ্ঠান এই দপ্তরে তালিকাভুক্তি থাকা সত্ত্বেও হালনাগাদ করেন নাই তাদেরকেও উক্ত সময়ের মধ্যে জরিমানাসহ অপরিবর্তিত বকেয়া নবায়ন ফি ও ভ্যাট এর টাকা জমা প্রদানপূর্বক এই দপ্তরে হতে সত্যায়নপত্রসহ সকল হালনাগাদ দলিলপত্র জমা প্রদান করার জন্য বিশেষভাবে অনুরোধ করা হল। ৩। পূর্বে প্রদত্ত তথ্যাদি (নাম ও ঠিকানা, ব্যবসায়ের ধরণ ইত্যাদি) পরিবর্তন হলে আপনাদেরকে নতুনভাবে Application Form ক্রয় করে জমা করতে হবে এবং সেক্ষেত্রে তথ্যাদির পরিবর্তনের সপক্ষে প্রমাণক দলিলাদি দাখিল করতে হবে। ৪। যথাসময়ে হালনাগাদ ট্রেড লাইসেন্স (সত্যায়িত), হালনাগাদ আয়কর প্রতিবেদনের প্রত্যয়নপত্র (সত্যায়িত) দাখিলে ব্যর্থ হলে তাদের ২০১৯ সালের তালিকাভুক্তি স্থগিত থাকবে এবং এর দায়ভার এই দপ্তর বহন করবে না। ৫। নির্ধারিত সময়ের মধ্যে বিধি মোতাবেক তালিকা হালনাগাদ করার কাজে সংশ্লিষ্ট সকলের ঐকান্তিক সহযোগিতা কামনা করা হল।: [17, 592, 549, 804]
- ntl-address: ১৬১-১৬২ টংগী শিল্প এলাকা, গাজীপুর-১৭১০: [151, 86, 327, 97]
- table-row: [14, 1639, 739, 1655]
- ntl-col-header: টেন্ডার দলিলের মূল্য (অফেরতযোগ্য): [322, 141, 401, 169]
